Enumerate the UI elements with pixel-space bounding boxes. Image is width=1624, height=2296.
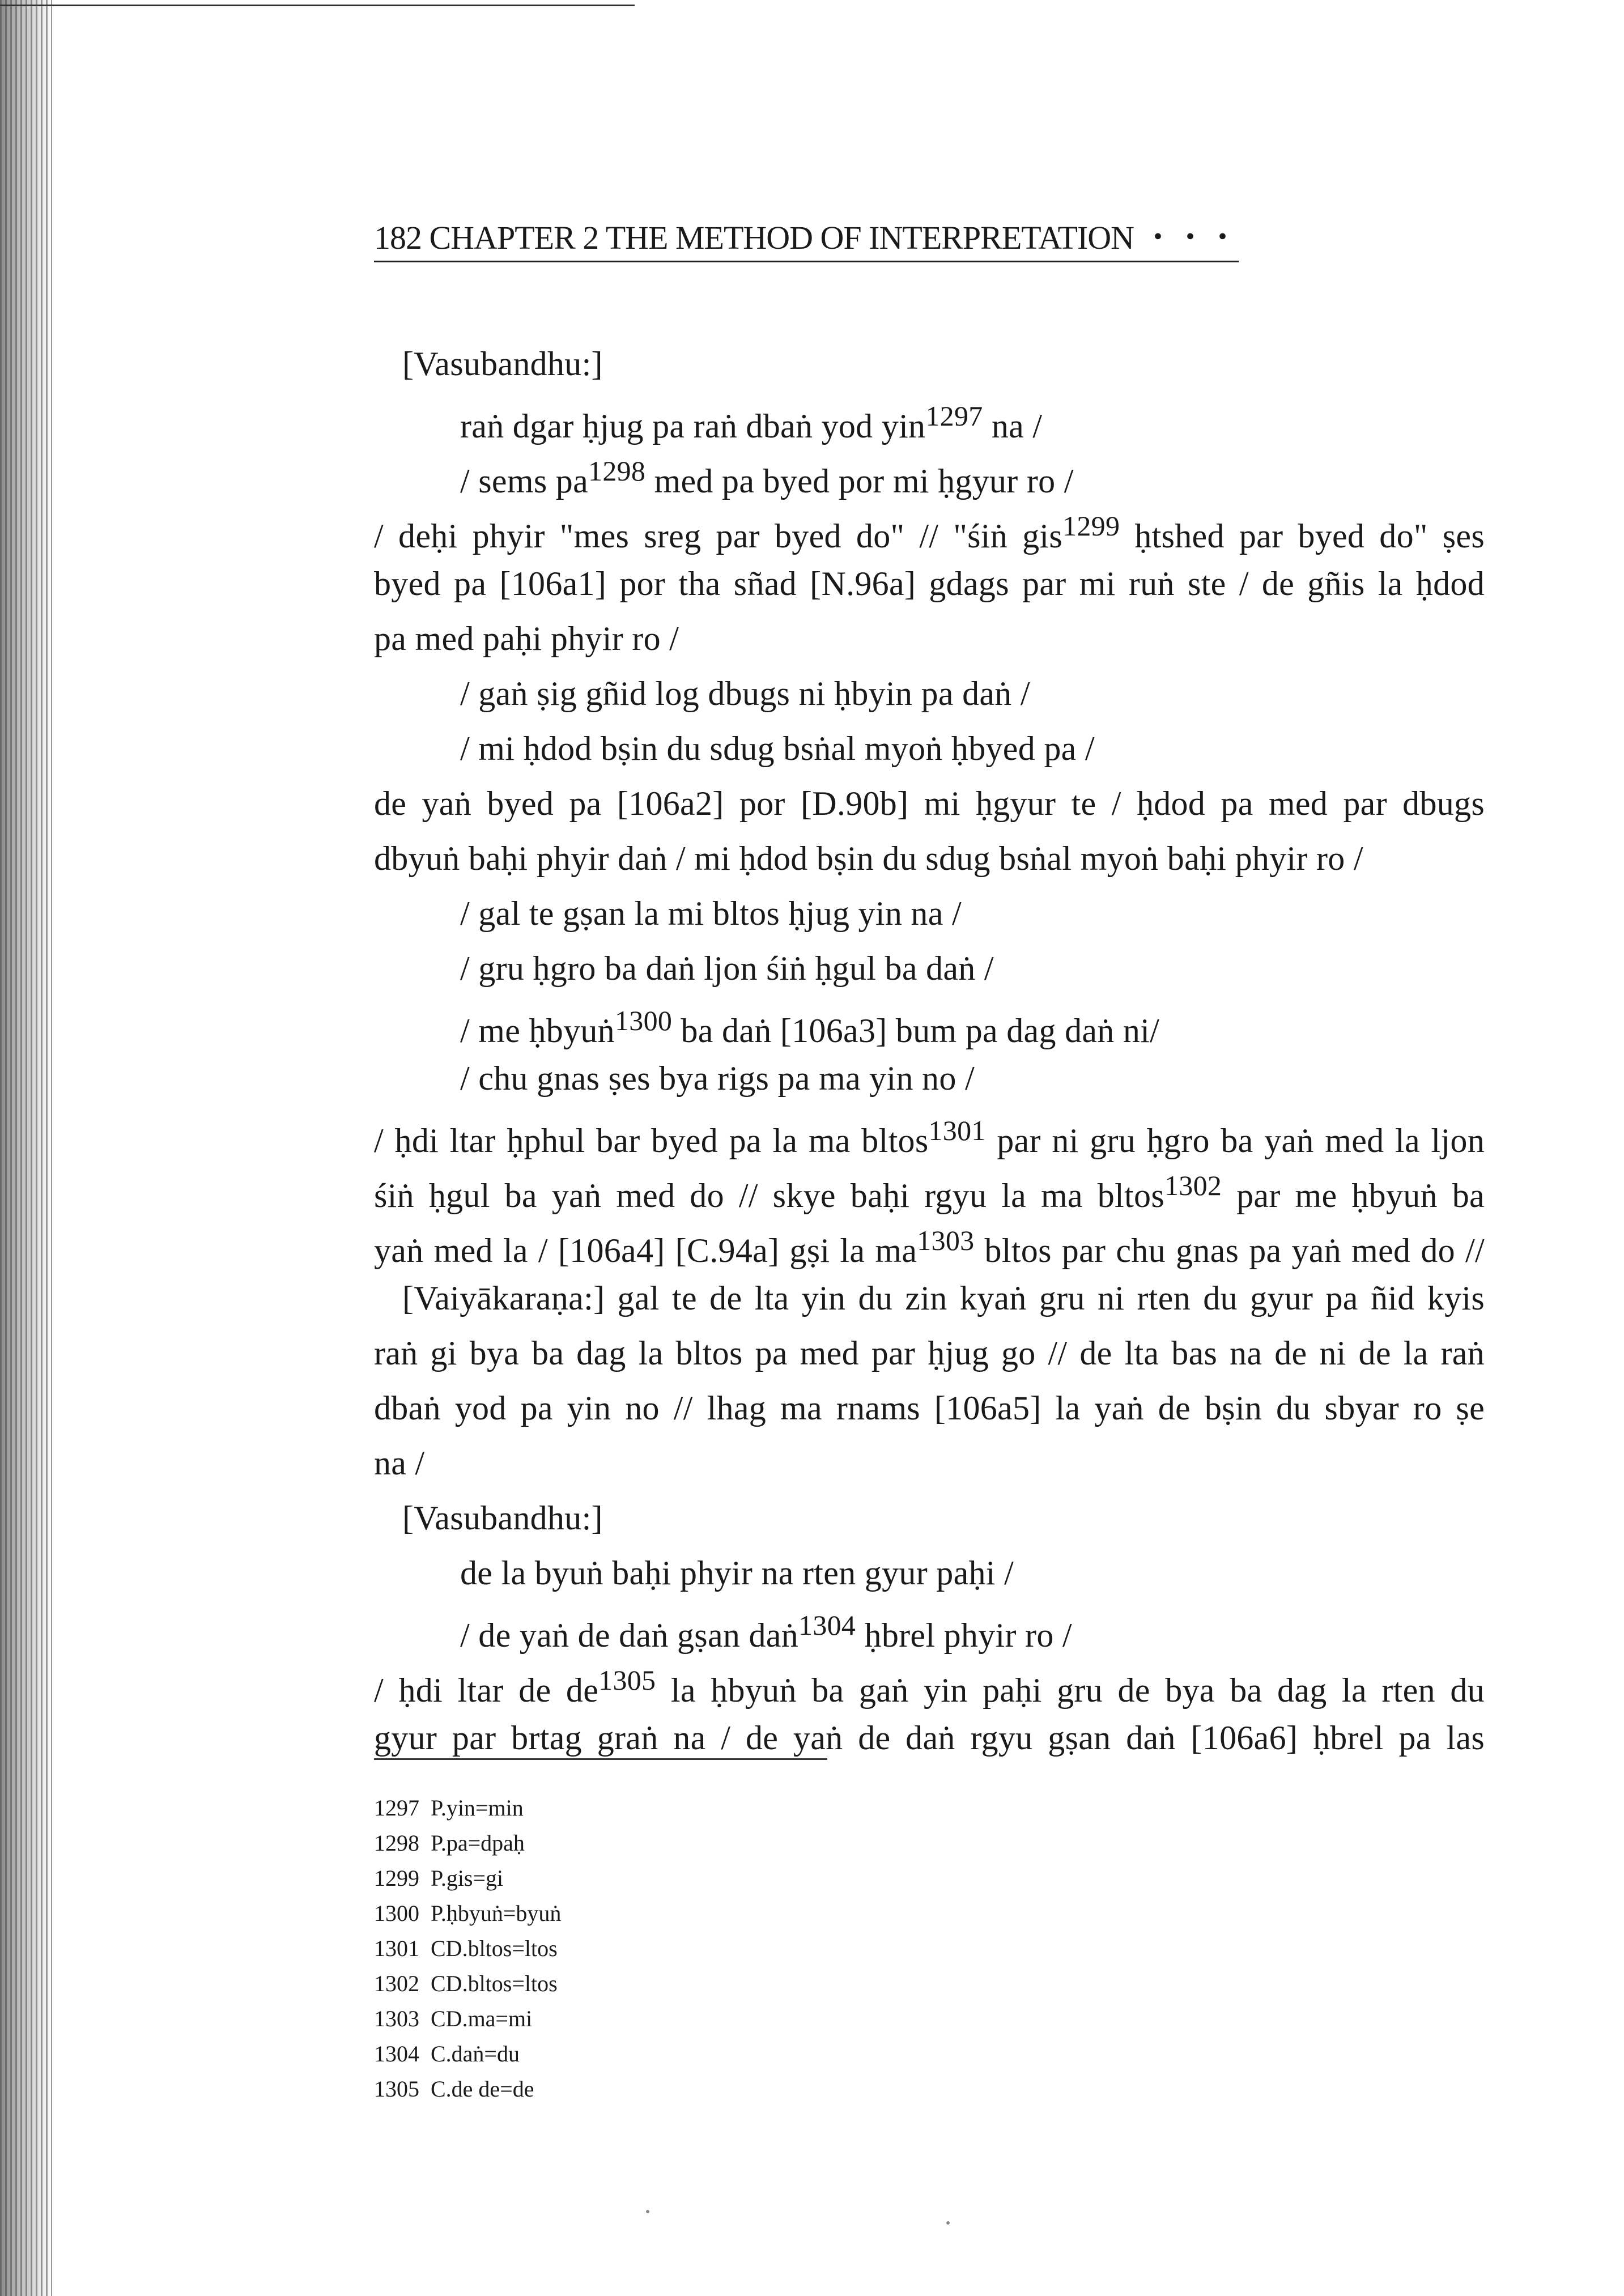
footnote-ref: 1304 [798, 1609, 856, 1641]
footnote: 1299 P.gis=gi [374, 1865, 504, 1891]
prose-text: / deḥi phyir "mes sreg par byed do" // "śiṅ gis [374, 517, 1063, 555]
footnote-ref: 1297 [925, 400, 983, 432]
prose-line: na / [374, 1444, 425, 1482]
binding-edge [0, 0, 52, 2296]
speaker-label: [Vasubandhu:] [402, 345, 603, 382]
prose-line [374, 512, 1485, 553]
prose-line: dbaṅ yod pa yin no // lhag ma rnams [106a5] la yaṅ de bṣin du sbyar ro ṣe [374, 1389, 1485, 1427]
prose-line [374, 1171, 1485, 1213]
footnote: 1303 CD.ma=mi [374, 2006, 533, 2031]
verse-text: / sems pa [460, 462, 589, 500]
verse-line [460, 1611, 1072, 1652]
footnote-rule [374, 1758, 827, 1760]
verse-line: / mi ḥdod bṣin du sdug bsṅal myoṅ ḥbyed pa / [460, 730, 1095, 767]
verse-line: de la byuṅ baḥi phyir na rten gyur paḥi / [460, 1554, 1014, 1592]
prose-line: byed pa [106a1] por tha sñad [N.96a] gdags par mi ruṅ ste / de gñis la ḥdod [374, 565, 1485, 602]
prose-text: / ḥdi ltar de de [374, 1672, 599, 1709]
verse-text: / me ḥbyuṅ [460, 1012, 615, 1049]
verse-line [460, 1006, 1159, 1048]
prose-line: pa med paḥi phyir ro / [374, 620, 679, 657]
verse-text: na / [983, 407, 1043, 445]
prose-text: la ḥbyuṅ ba gaṅ yin paḥi gru de bya ba dag la rten du [656, 1672, 1485, 1709]
footnote: 1300 P.ḥbyuṅ=byuṅ [374, 1900, 562, 1926]
prose-text: par ni gru ḥgro ba yaṅ med la ljon [985, 1122, 1485, 1159]
verse-line: / chu gnas ṣes bya rigs pa ma yin no / [460, 1060, 975, 1097]
prose-line: [Vaiyākaraṇa:] gal te de lta yin du zin kyaṅ gru ni rten du gyur pa ñid kyis [402, 1279, 1485, 1317]
verse-line [460, 402, 1042, 443]
verse-text: / de yaṅ de daṅ gṣan daṅ [460, 1617, 799, 1654]
speaker-label: [Vasubandhu:] [402, 1499, 603, 1537]
prose-text: yaṅ med la / [106a4] [C.94a] gṣi la ma [374, 1232, 917, 1269]
prose-line: raṅ gi bya ba dag la bltos pa med par ḥjug go // de lta bas na de ni de la raṅ [374, 1334, 1485, 1372]
prose-text: ḥtshed par byed do" ṣes [1120, 517, 1485, 555]
running-title: 182 CHAPTER 2 THE METHOD OF INTERPRETATION ・・・ [374, 211, 1239, 262]
verse-line: / gal te gṣan la mi bltos ḥjug yin na / [460, 895, 962, 932]
footnote-ref: 1302 [1164, 1170, 1222, 1201]
footnote-ref: 1298 [588, 455, 646, 487]
footnote: 1298 P.pa=dpaḥ [374, 1830, 525, 1856]
footnote: 1304 C.daṅ=du [374, 2041, 520, 2067]
footnote: 1305 C.de de=de [374, 2076, 534, 2102]
verse-line: / gaṅ ṣig gñid log dbugs ni ḥbyin pa daṅ / [460, 675, 1030, 712]
scan-speck [946, 2221, 950, 2225]
prose-line: dbyuṅ baḥi phyir daṅ / mi ḥdod bṣin du sdug bsṅal myoṅ baḥi phyir ro / [374, 840, 1363, 877]
verse-text: raṅ dgar ḥjug pa raṅ dbaṅ yod yin [460, 407, 926, 445]
prose-text: / ḥdi ltar ḥphul bar byed pa la ma bltos [374, 1122, 929, 1159]
prose-line [374, 1116, 1485, 1158]
footnote-ref: 1305 [598, 1664, 656, 1696]
footnote-ref: 1303 [917, 1224, 975, 1256]
footnote: 1297 P.yin=min [374, 1795, 524, 1821]
running-header [374, 211, 1281, 262]
footnote-ref: 1300 [614, 1005, 673, 1036]
scan-speck [646, 2210, 649, 2213]
verse-line [460, 457, 1074, 498]
prose-text: bltos par chu gnas pa yaṅ med do // [974, 1232, 1485, 1269]
verse-text: med pa byed por mi ḥgyur ro / [645, 462, 1074, 500]
footnote: 1302 CD.bltos=ltos [374, 1971, 558, 1996]
top-rule [0, 5, 635, 6]
footnote-ref: 1301 [928, 1115, 986, 1146]
verse-text: ba daṅ [106a3] bum pa dag daṅ ni/ [672, 1012, 1160, 1049]
footnotes [374, 1791, 561, 2107]
footnote: 1301 CD.bltos=ltos [374, 1936, 558, 1961]
prose-line [374, 1666, 1485, 1707]
prose-line: de yaṅ byed pa [106a2] por [D.90b] mi ḥgyur te / ḥdod pa med par dbugs [374, 785, 1485, 822]
verse-line: / gru ḥgro ba daṅ ljon śiṅ ḥgul ba daṅ / [460, 950, 994, 987]
prose-line [374, 1226, 1485, 1268]
verse-text: ḥbrel phyir ro / [856, 1617, 1072, 1654]
footnote-ref: 1299 [1062, 510, 1120, 542]
prose-line: gyur par brtag graṅ na / de yaṅ de daṅ rgyu gṣan daṅ [106a6] ḥbrel pa las [374, 1719, 1485, 1757]
prose-text: śiṅ ḥgul ba yaṅ med do // skye baḥi rgyu la ma bltos [374, 1177, 1164, 1214]
prose-text: par me ḥbyuṅ ba [1222, 1177, 1485, 1214]
